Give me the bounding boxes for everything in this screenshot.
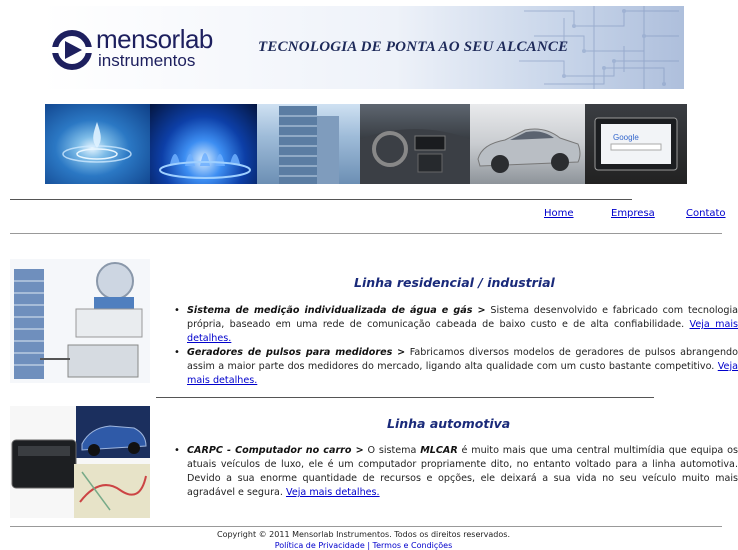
automotive-list <box>171 444 738 500</box>
mensorlab-logo-icon <box>52 30 92 70</box>
top-divider <box>10 199 632 200</box>
header-banner <box>42 6 684 89</box>
residential-products-image <box>10 259 150 383</box>
list-item <box>187 346 738 388</box>
item-text: Fabricamos diversos modelos de geradores de pulsos abrangendo assim a maior parte dos medidores do mercado, ligando alta qualidade com um custo bastante competitivo. <box>187 347 738 372</box>
silver-car-photo <box>470 104 585 184</box>
footer-links[interactable]: Política de Privacidade | Termos e Condições <box>274 541 453 550</box>
photo-strip <box>45 104 687 184</box>
details-link[interactable]: Veja mais detalhes. <box>187 361 738 386</box>
building-photo <box>257 104 360 184</box>
footer-divider <box>10 526 722 527</box>
nav-divider <box>10 233 722 234</box>
copyright-text: Copyright © 2011 Mensorlab Instrumentos. Todos os direitos reservados. <box>217 530 510 539</box>
item-text: Sistema desenvolvido e fabricado com tecnologia própria, baseado em uma rede de comunicação cabeada de baixo custo e de alta confiabilidade. <box>187 305 738 330</box>
nav-empresa-link[interactable]: Empresa <box>611 208 655 219</box>
svg-text:Google: Google <box>613 133 639 142</box>
logo-name: mensorlab <box>96 24 213 54</box>
car-screen-photo <box>585 104 687 184</box>
mlcar-emphasis: MLCAR <box>420 445 458 456</box>
item-lead: Sistema de medição individualizada de água e gás > <box>187 305 486 316</box>
residential-list <box>171 304 738 388</box>
tagline: TECNOLOGIA DE PONTA AO SEU ALCANCE <box>258 39 569 55</box>
nav-contato-link[interactable]: Contato <box>686 208 726 219</box>
item-text: é muito mais que uma central multimídia que equipa os atuais veículos de luxo, ele é um computador propriamente dito, no entanto voltado para a linha automotiva. Devido a sua enorme quantidade de recursos e opções, ele deixará a sua vida no seu veículo muito mais agradável e segura. <box>187 445 738 498</box>
list-item <box>187 444 738 500</box>
nav-home-link[interactable]: Home <box>544 208 574 219</box>
gas-flame-photo <box>150 104 257 184</box>
item-lead: Geradores de pulsos para medidores > <box>187 347 406 358</box>
logo-subtitle: instrumentos <box>98 51 196 70</box>
item-lead: CARPC - Computador no carro > <box>187 445 364 456</box>
residential-section-title: Linha residencial / industrial <box>354 275 555 290</box>
automotive-section-title: Linha automotiva <box>387 416 511 431</box>
details-link[interactable]: Veja mais detalhes. <box>187 319 738 344</box>
automotive-products-image <box>10 406 150 518</box>
water-drop-photo <box>45 104 150 184</box>
list-item <box>187 304 738 346</box>
car-interior-photo <box>360 104 470 184</box>
details-link[interactable]: Veja mais detalhes. <box>286 487 380 498</box>
item-text: O sistema <box>363 445 421 456</box>
section-divider <box>156 397 654 398</box>
